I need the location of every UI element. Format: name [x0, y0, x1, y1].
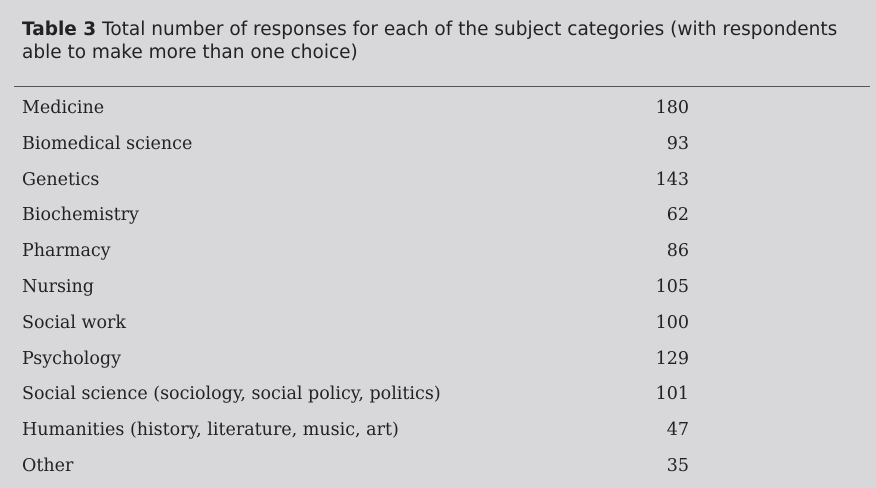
count-cell: 86	[666, 241, 689, 262]
count-cell: 47	[666, 420, 689, 441]
category-cell: Medicine	[22, 98, 105, 118]
table-row	[22, 305, 702, 341]
table-row	[22, 197, 702, 233]
count-cell: 62	[666, 205, 689, 226]
table-row	[22, 269, 702, 305]
category-cell: Other	[22, 455, 74, 476]
count-cell: 129	[655, 348, 689, 369]
category-cell: Biomedical science	[22, 133, 193, 154]
table-row	[22, 341, 702, 377]
table-header-rule	[14, 86, 870, 87]
category-cell: Nursing	[22, 276, 94, 297]
count-cell: 100	[655, 312, 689, 333]
table-title: Total number of responses for each of the subject categories (with respondents able to make more than one choice)	[22, 19, 838, 63]
count-cell: 105	[655, 276, 689, 297]
category-cell: Pharmacy	[22, 241, 111, 262]
table-caption	[22, 18, 852, 64]
category-cell: Humanities (history, literature, music, art)	[22, 420, 399, 441]
table-row	[22, 376, 702, 412]
table-row	[22, 233, 702, 269]
count-cell: 35	[666, 455, 689, 476]
table-row	[22, 448, 702, 484]
table-body	[22, 90, 702, 484]
category-cell: Psychology	[22, 348, 122, 369]
category-cell: Biochemistry	[22, 205, 139, 226]
count-cell: 101	[655, 384, 689, 405]
category-cell: Social work	[22, 312, 127, 333]
category-cell: Genetics	[22, 169, 100, 190]
table-row	[22, 90, 702, 126]
category-cell: Social science (sociology, social policy, politics)	[22, 384, 441, 405]
table-row	[22, 126, 702, 162]
table-row	[22, 162, 702, 198]
table-label: Table 3	[22, 19, 97, 40]
count-cell: 93	[666, 133, 689, 154]
table-row	[22, 412, 702, 448]
count-cell: 143	[655, 169, 689, 190]
count-cell: 180	[655, 98, 689, 118]
